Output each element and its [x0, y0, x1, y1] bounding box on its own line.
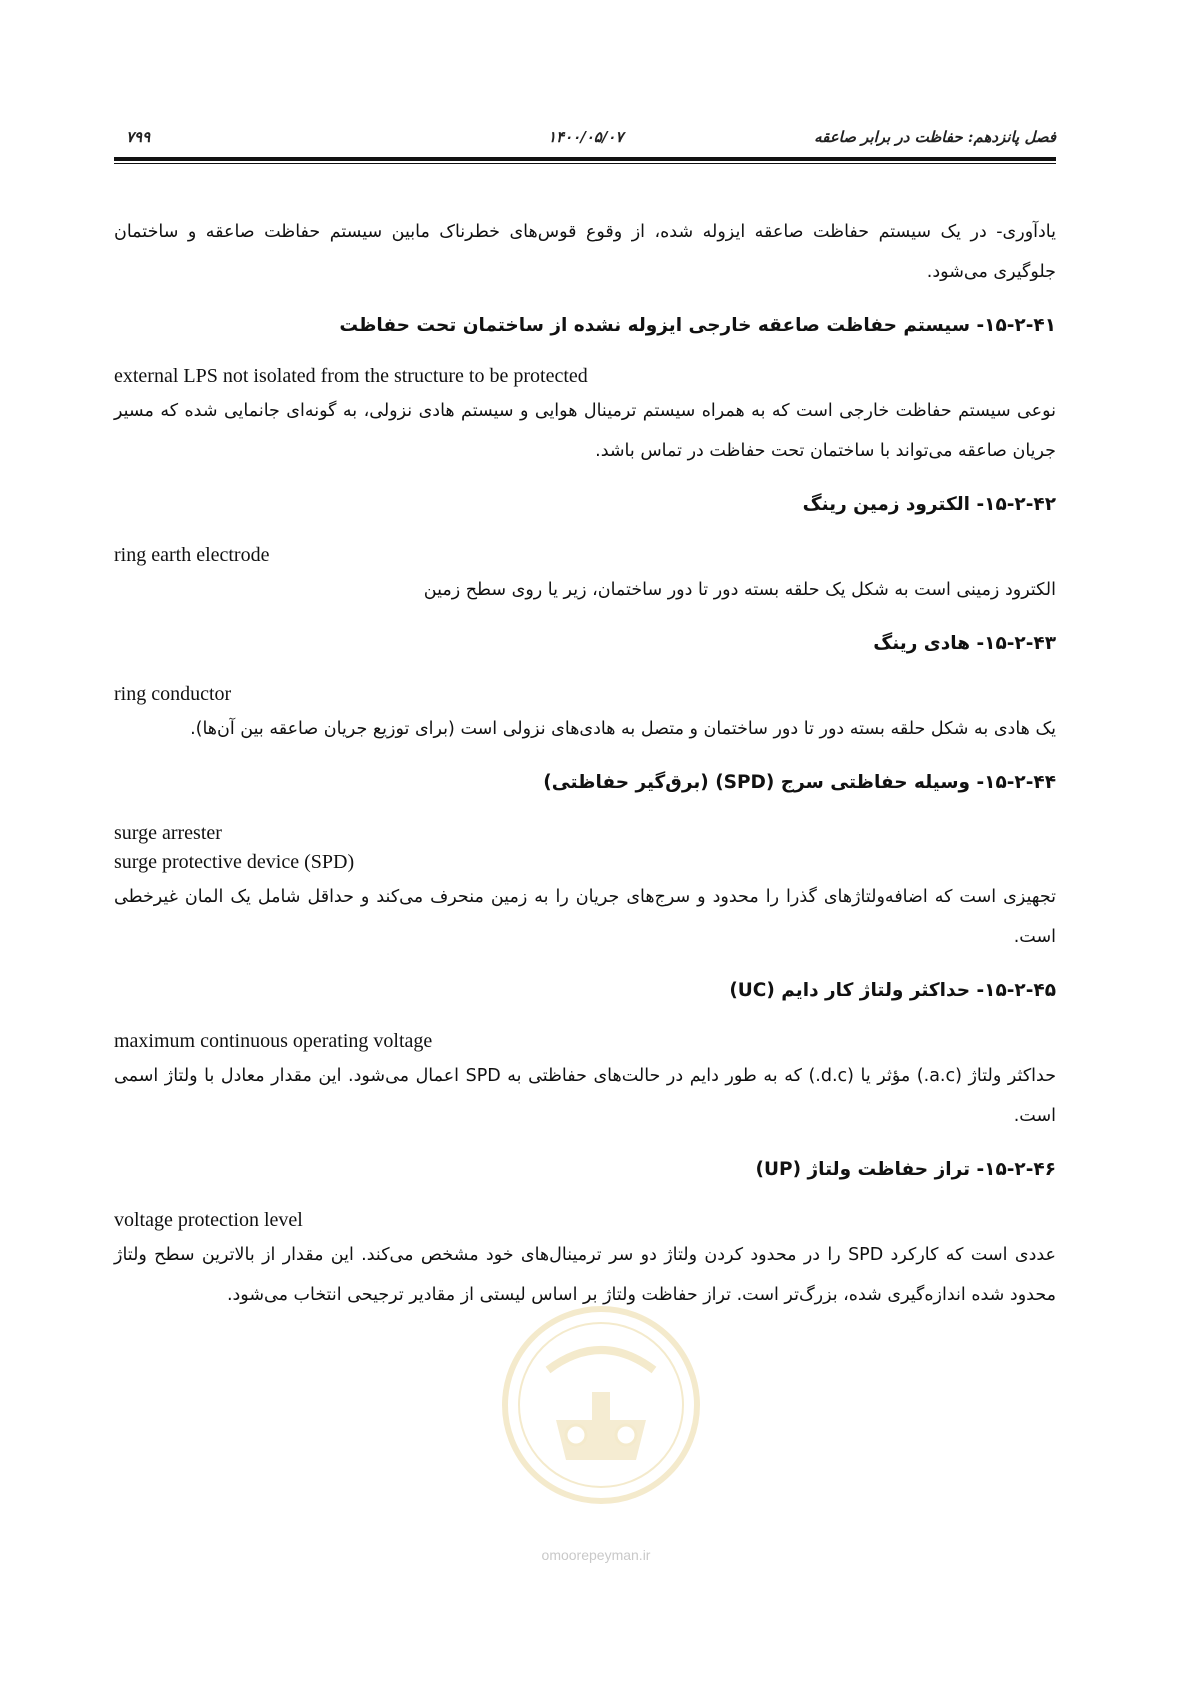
definition-text: عددی است که کارکرد SPD را در محدود کردن ولتاژ دو سر ترمینال‌های خود مشخص می‌کند. این مقدار از بالاترین سطح ولتاژ محدود شده اندازه‌گیری شده، بزرگ‌تر است. تراز حفاظت ولتاژ بر اساس لیستی از مقادیر ترجیحی انتخاب می‌شود.: [114, 1245, 1056, 1305]
definition-text: حداکثر ولتاژ (a.c.) مؤثر یا (d.c.) که به طور دایم در حالت‌های حفاظتی به SPD اعمال می‌شود. این مقدار معادل با ولتاژ اسمی است.: [114, 1066, 1057, 1126]
definition-text: تجهیزی است که اضافه‌ولتاژهای گذرا را محدود و سرج‌های جریان را به زمین منحرف می‌کند و حداقل شامل یک المان غیرخطی است.: [114, 887, 1056, 947]
page-number: ۷۹۹: [126, 128, 151, 146]
section-45: [114, 971, 1056, 1136]
english-term: voltage protection level: [114, 1209, 303, 1231]
english-term: ring conductor: [114, 683, 232, 705]
page-header: [118, 124, 1056, 150]
document-body: [114, 212, 1056, 1315]
section-heading: ۱۵-۲-۴۴- وسیله حفاظتی سرج (SPD) (برق‌گیر حفاظتی): [543, 772, 1056, 793]
header-date: ۱۴۰۰/۰۵/۰۷: [548, 128, 624, 146]
header-rule-thin: [114, 163, 1056, 164]
section-heading: ۱۵-۲-۴۳- هادی رینگ: [873, 633, 1056, 654]
definition-text: الکترود زمینی است به شکل یک حلقه بسته دور تا دور ساختمان، زیر یا روی سطح زمین: [423, 580, 1056, 600]
section-heading: ۱۵-۲-۴۶- تراز حفاظت ولتاژ (UP): [755, 1159, 1056, 1180]
section-heading: ۱۵-۲-۴۱- سیستم حفاظت صاعقه خارجی ایزوله نشده از ساختمان تحت حفاظت: [339, 315, 1056, 336]
english-term: surge arrester: [114, 822, 222, 844]
watermark-site: omoorepeyman.ir: [541, 1547, 651, 1563]
section-heading: ۱۵-۲-۴۵- حداکثر ولتاژ کار دایم (UC): [729, 980, 1056, 1001]
watermark-logo: [496, 1300, 706, 1510]
english-term: maximum continuous operating voltage: [114, 1030, 433, 1052]
english-term: external LPS not isolated from the structure to be protected: [114, 365, 588, 387]
english-term: ring earth electrode: [114, 544, 270, 566]
section-heading: ۱۵-۲-۴۲- الکترود زمین رینگ: [802, 494, 1056, 515]
definition-text: نوعی سیستم حفاظت خارجی است که به همراه سیستم ترمینال هوایی و سیستم هادی نزولی، به گونه‌ای جانمایی شده که مسیر جریان صاعقه می‌تواند با ساختمان تحت حفاظت در تماس باشد.: [114, 401, 1056, 461]
section-42: [114, 485, 1056, 610]
english-term: surge protective device (SPD): [114, 851, 355, 873]
section-43: [114, 624, 1056, 749]
section-41: [114, 306, 1056, 471]
note-paragraph: یادآوری- در یک سیستم حفاظت صاعقه ایزوله شده، از وقوع قوس‌های خطرناک مابین سیستم حفاظت صاعقه و ساختمان جلوگیری می‌شود.: [114, 222, 1056, 282]
section-46: [114, 1150, 1056, 1315]
definition-text: یک هادی به شکل حلقه بسته دور تا دور ساختمان و متصل به هادی‌های نزولی است (برای توزیع جریان صاعقه بین آن‌ها).: [190, 719, 1056, 739]
section-44: [114, 763, 1056, 957]
header-rule-thick: [114, 157, 1056, 161]
chapter-title: فصل پانزدهم: حفاظت در برابر صاعقه: [814, 128, 1056, 146]
